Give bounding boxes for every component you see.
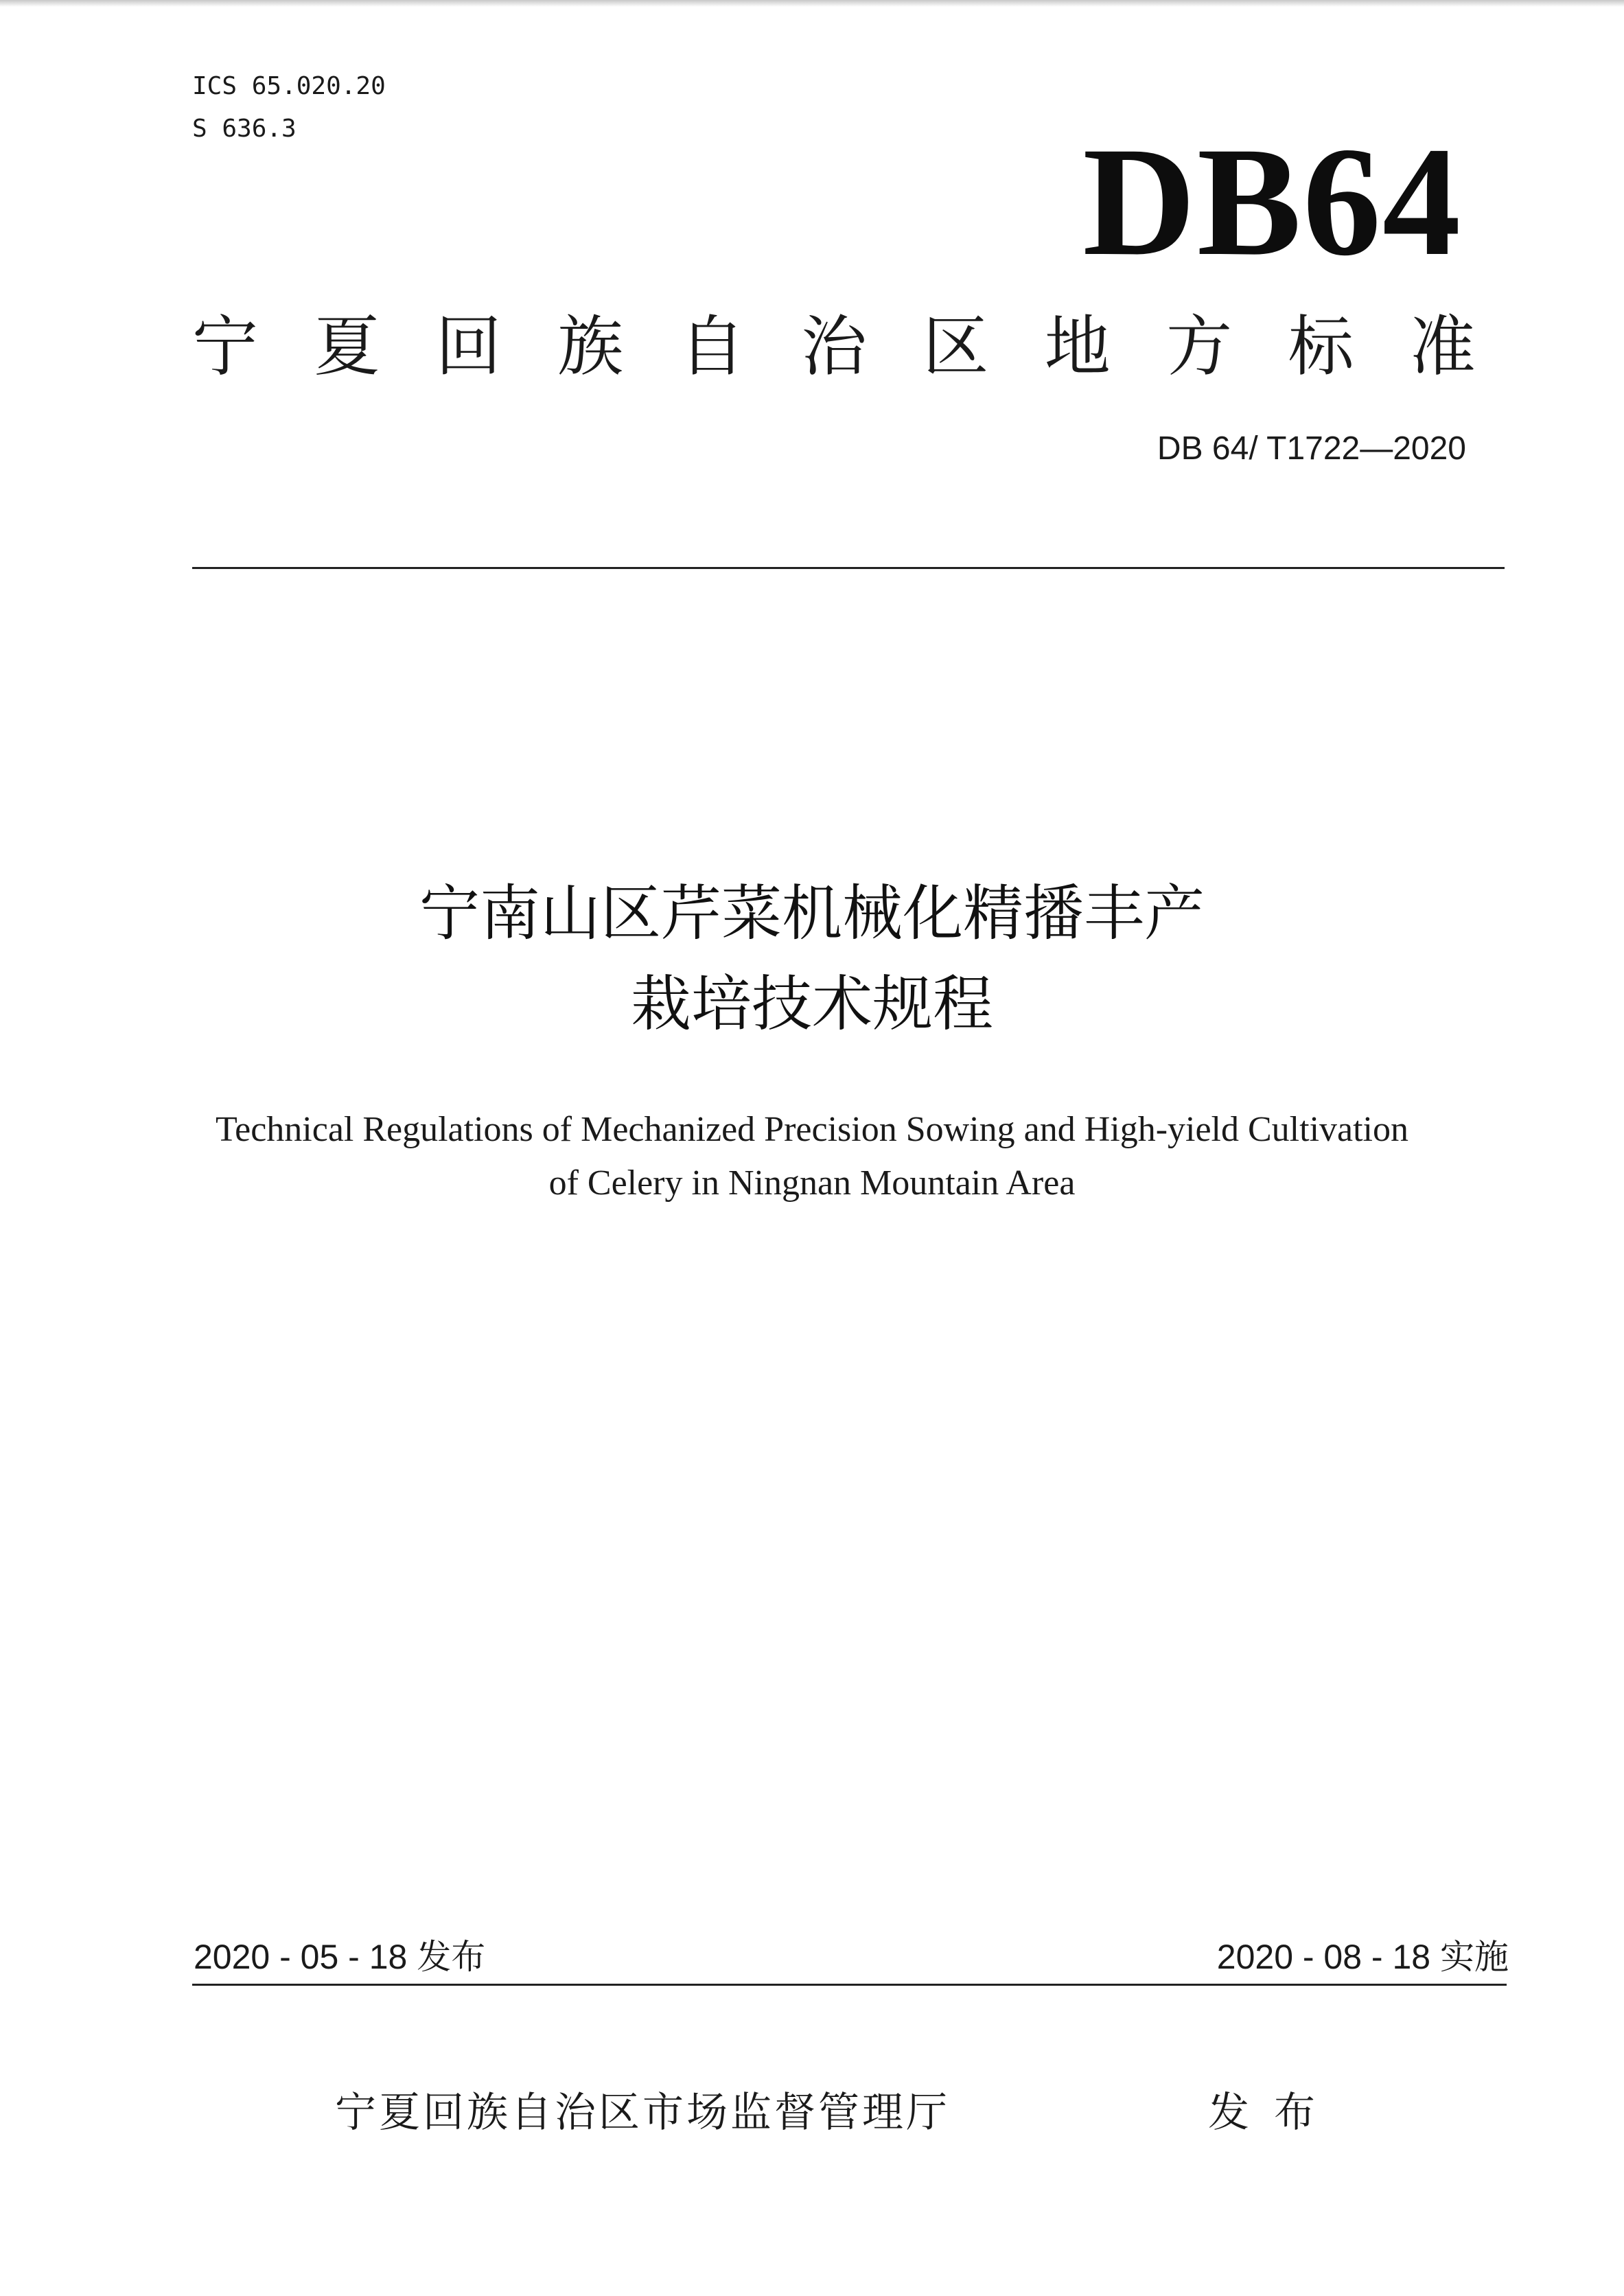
title-en-line2: of Celery in Ningnan Mountain Area bbox=[548, 1163, 1076, 1203]
standard-type-char: 夏 bbox=[314, 308, 380, 385]
standard-type-char: 治 bbox=[800, 308, 867, 385]
effective-date: 2020 - 08 - 18 实施 bbox=[1216, 1938, 1509, 1976]
date-divider bbox=[192, 1984, 1507, 1986]
issue-label: 发布 bbox=[1208, 2089, 1340, 2137]
standard-type-heading bbox=[192, 309, 1476, 384]
db64-logo: DB64 bbox=[1082, 115, 1462, 288]
standard-type-char: 回 bbox=[435, 308, 502, 385]
ics-code: ICS 65.020.20 bbox=[192, 72, 386, 100]
standard-type-char: 区 bbox=[923, 308, 989, 385]
standard-type-char: 自 bbox=[679, 308, 745, 385]
title-cn-line1: 宁南山区芹菜机械化精播丰产 bbox=[419, 878, 1205, 949]
standard-type-char: 地 bbox=[1044, 308, 1111, 385]
standard-type-char: 准 bbox=[1409, 308, 1476, 385]
standard-type-char: 标 bbox=[1288, 308, 1354, 385]
standard-type-char: 宁 bbox=[192, 308, 258, 385]
header-divider bbox=[192, 567, 1505, 569]
classification-code: S 636.3 bbox=[192, 115, 297, 143]
issuing-authority: 宁夏回族自治区市场监督管理厅 bbox=[335, 2089, 950, 2137]
scan-edge bbox=[0, 0, 1624, 7]
title-en-line1: Technical Regulations of Mechanized Precision Sowing and High-yield Cultivation bbox=[216, 1110, 1408, 1149]
publish-date: 2020 - 05 - 18 发布 bbox=[194, 1938, 486, 1976]
title-cn-line2: 栽培技术规程 bbox=[630, 969, 993, 1039]
standard-number: DB 64/ T1722—2020 bbox=[1157, 430, 1466, 467]
standard-type-char: 方 bbox=[1166, 308, 1233, 385]
standard-type-char: 族 bbox=[557, 308, 624, 385]
